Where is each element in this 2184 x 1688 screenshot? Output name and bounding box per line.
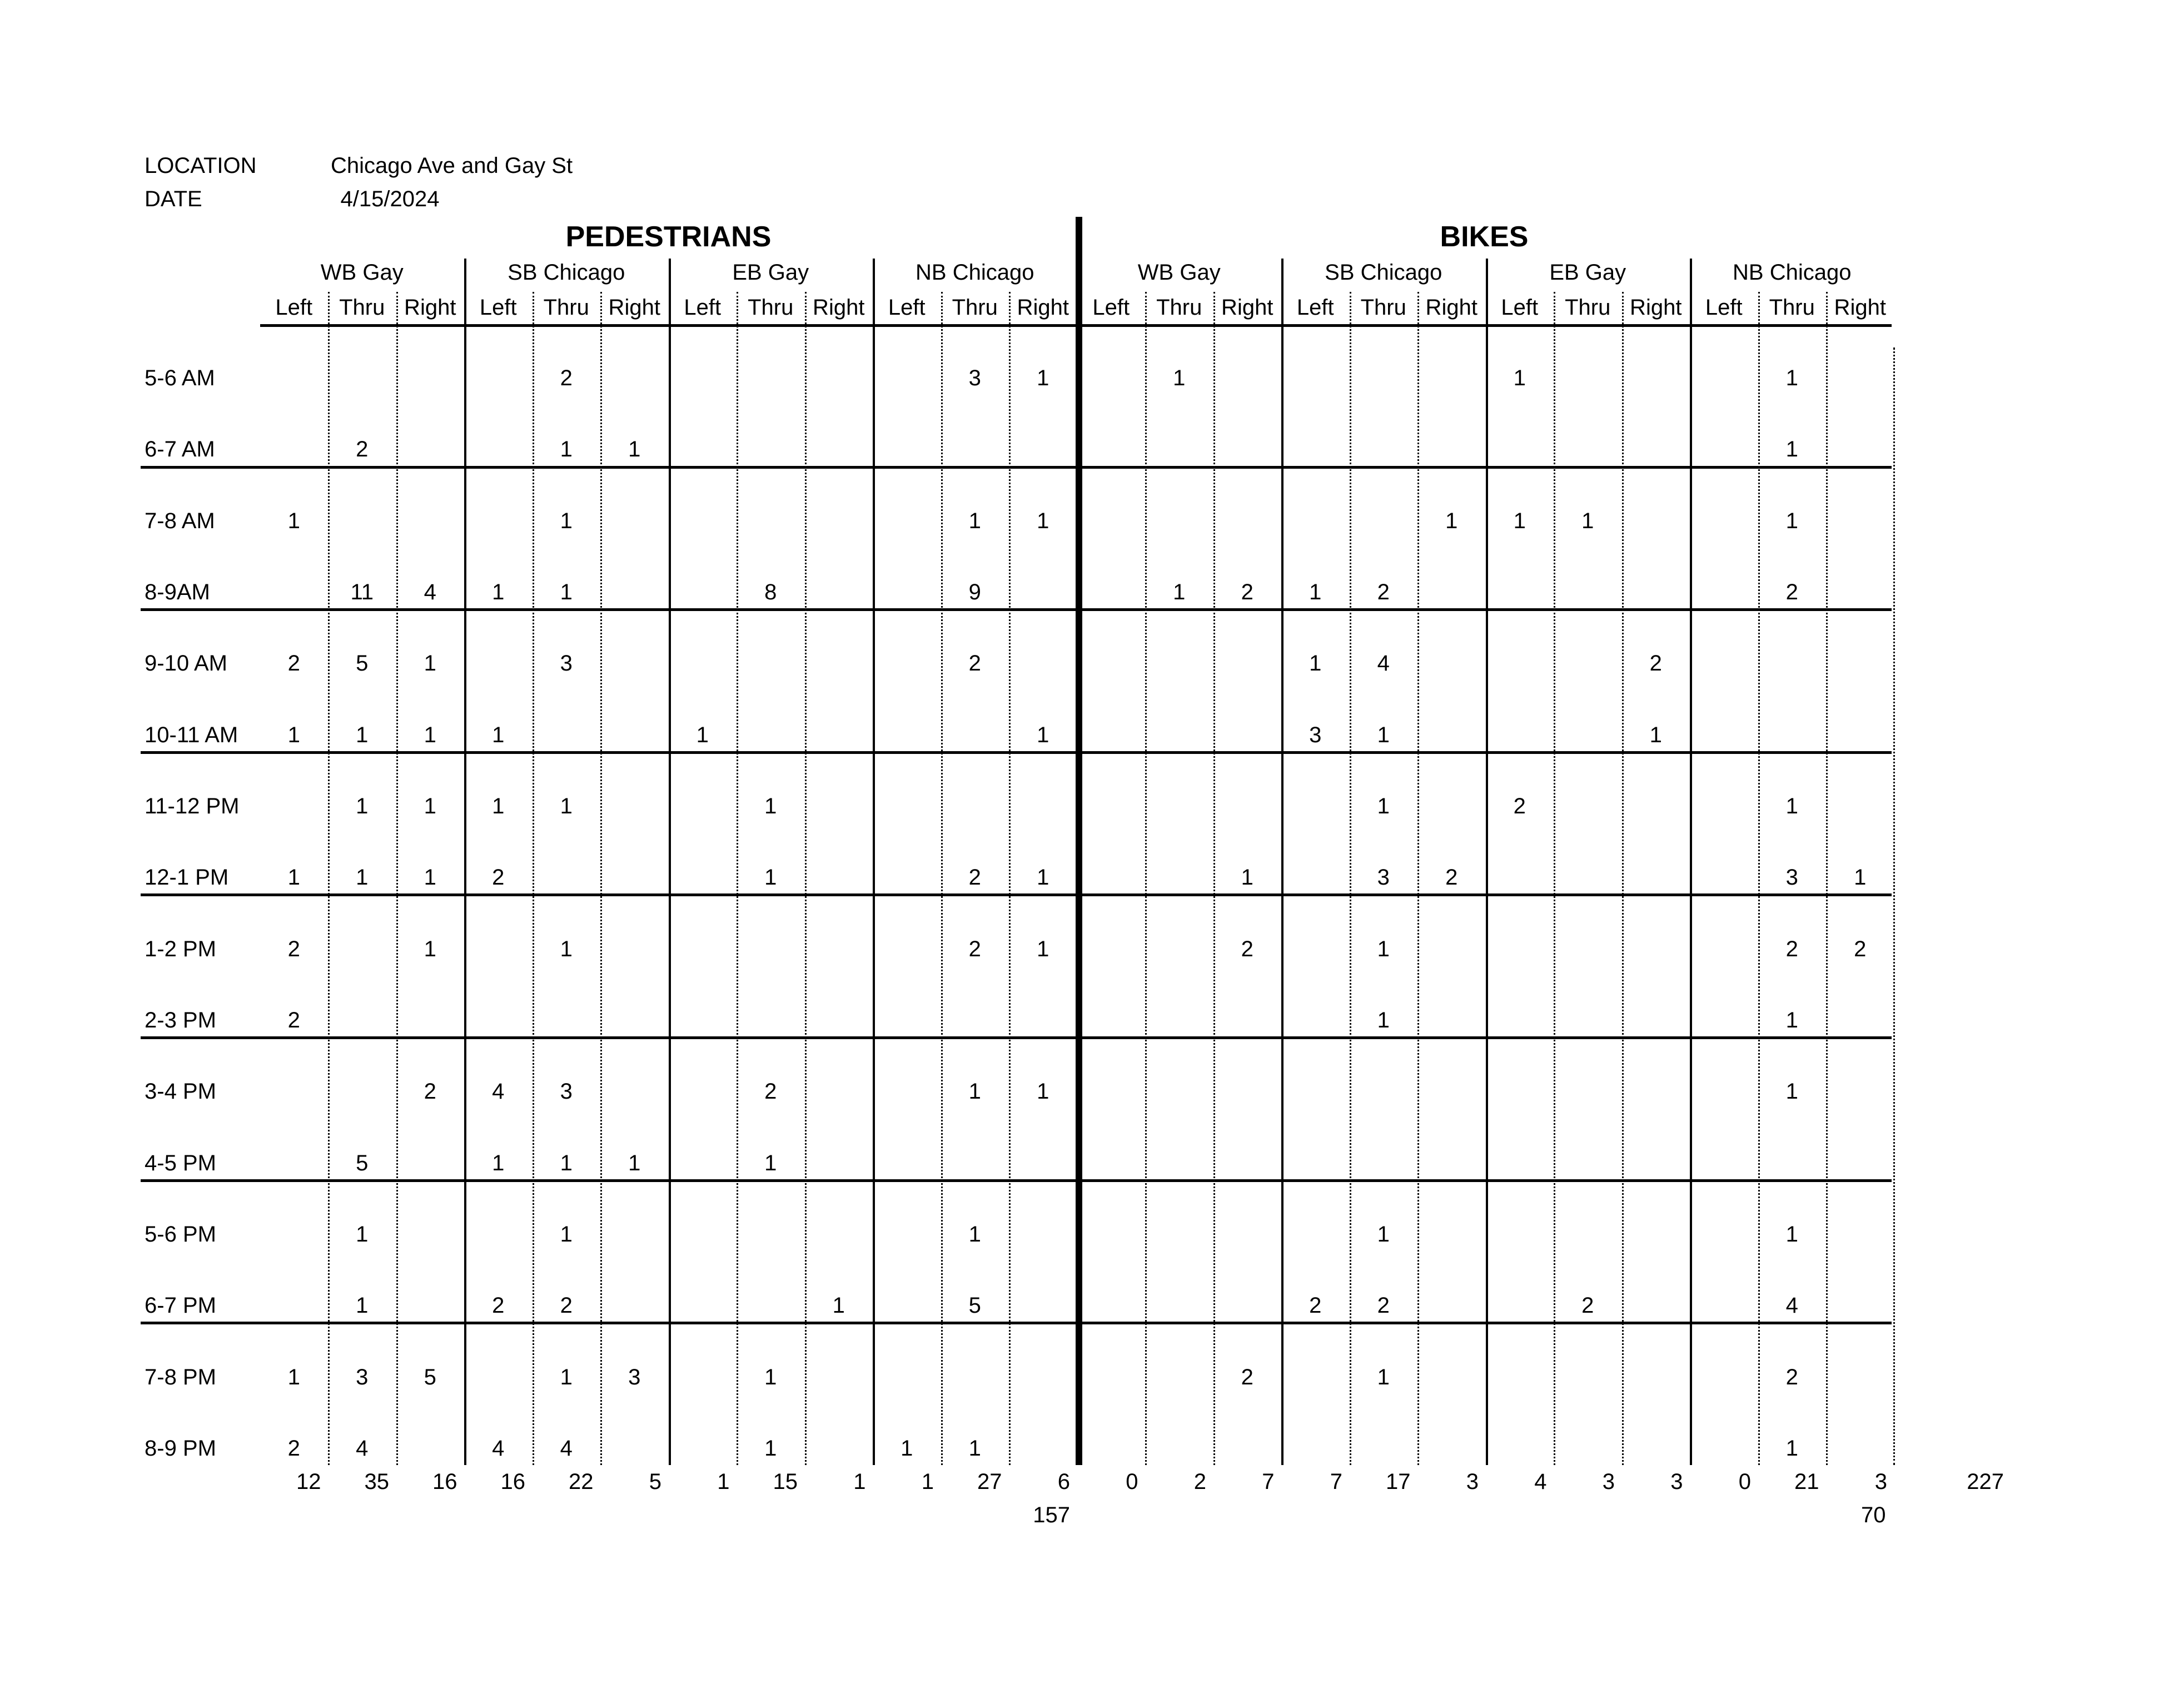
approach-header: WB Gay xyxy=(1137,260,1221,285)
count-cell: 2 xyxy=(287,936,300,961)
column-divider xyxy=(328,292,330,1465)
column-total: 0 xyxy=(1126,1469,1138,1494)
count-cell: 1 xyxy=(424,865,436,890)
count-cell: 1 xyxy=(1037,366,1049,390)
count-cell: 1 xyxy=(1037,508,1049,533)
approach-header: NB Chicago xyxy=(916,260,1034,285)
count-cell: 2 xyxy=(1377,579,1390,604)
count-cell: 2 xyxy=(764,1079,777,1104)
count-cell: 1 xyxy=(968,1222,981,1247)
time-label: 5-6 AM xyxy=(145,366,215,390)
group-divider xyxy=(1690,259,1692,1465)
count-cell: 1 xyxy=(1785,437,1798,462)
count-cell: 2 xyxy=(1785,579,1798,604)
count-cell: 1 xyxy=(492,579,505,604)
count-cell: 1 xyxy=(1785,793,1798,818)
count-cell: 1 xyxy=(287,722,300,747)
count-cell: 4 xyxy=(424,579,436,604)
count-cell: 5 xyxy=(356,1150,369,1175)
group-divider xyxy=(873,259,875,1465)
count-cell: 3 xyxy=(628,1364,641,1389)
count-cell: 1 xyxy=(628,437,641,462)
approach-header: WB Gay xyxy=(320,260,404,285)
column-total: 12 xyxy=(296,1469,321,1494)
column-divider xyxy=(1213,292,1215,1465)
column-divider xyxy=(1758,292,1760,1465)
count-cell: 2 xyxy=(492,1293,505,1318)
count-cell: 1 xyxy=(424,722,436,747)
count-cell: 1 xyxy=(1037,936,1049,961)
count-cell: 1 xyxy=(696,722,709,747)
column-divider xyxy=(1145,292,1147,1465)
count-cell: 2 xyxy=(424,1079,436,1104)
column-total: 27 xyxy=(977,1469,1002,1494)
count-cell: 1 xyxy=(968,508,981,533)
movement-header: Left xyxy=(1296,295,1334,320)
count-cell: 1 xyxy=(560,1364,573,1389)
count-cell: 2 xyxy=(1785,1364,1798,1389)
count-cell: 2 xyxy=(560,1293,573,1318)
movement-header: Right xyxy=(404,295,456,320)
column-divider xyxy=(805,292,807,1465)
count-cell: 2 xyxy=(560,366,573,390)
count-cell: 4 xyxy=(560,1436,573,1461)
column-total: 3 xyxy=(1602,1469,1615,1494)
time-label: 8-9 PM xyxy=(145,1436,216,1461)
count-cell: 1 xyxy=(764,793,777,818)
count-cell: 3 xyxy=(1309,722,1322,747)
count-cell: 2 xyxy=(356,437,369,462)
bike-total: 70 xyxy=(1861,1503,1886,1527)
count-cell: 2 xyxy=(1241,1364,1253,1389)
movement-header: Left xyxy=(479,295,517,320)
movement-header: Right xyxy=(1425,295,1477,320)
count-cell: 1 xyxy=(1581,508,1594,533)
count-cell: 1 xyxy=(1377,1222,1390,1247)
count-cell: 1 xyxy=(1377,793,1390,818)
count-cell: 1 xyxy=(968,1079,981,1104)
group-divider xyxy=(464,259,466,1465)
count-cell: 4 xyxy=(1785,1293,1798,1318)
column-total: 1 xyxy=(717,1469,730,1494)
column-divider xyxy=(1554,292,1555,1465)
column-total: 4 xyxy=(1534,1469,1547,1494)
movement-header: Thru xyxy=(1360,295,1406,320)
count-cell: 1 xyxy=(560,1150,573,1175)
count-cell: 1 xyxy=(287,508,300,533)
count-cell: 1 xyxy=(1445,508,1458,533)
section-title-bikes: BIKES xyxy=(1440,221,1529,253)
row-pair-divider xyxy=(141,466,1892,469)
count-cell: 1 xyxy=(1377,1007,1390,1032)
movement-header: Thru xyxy=(952,295,998,320)
count-cell: 1 xyxy=(764,1436,777,1461)
movement-header: Thru xyxy=(339,295,385,320)
count-cell: 2 xyxy=(1513,793,1526,818)
count-cell: 2 xyxy=(1854,936,1867,961)
time-label: 7-8 AM xyxy=(145,508,215,533)
row-pair-divider xyxy=(141,893,1892,896)
column-divider xyxy=(533,292,534,1465)
count-cell: 1 xyxy=(1785,1222,1798,1247)
count-cell: 1 xyxy=(764,1150,777,1175)
date-label: DATE xyxy=(145,186,202,211)
column-total: 0 xyxy=(1738,1469,1751,1494)
column-divider xyxy=(1622,292,1624,1465)
count-cell: 1 xyxy=(1173,366,1186,390)
row-pair-divider xyxy=(141,1179,1892,1182)
group-divider xyxy=(1486,259,1488,1465)
count-cell: 1 xyxy=(1173,579,1186,604)
column-total: 3 xyxy=(1874,1469,1887,1494)
count-cell: 1 xyxy=(356,1222,369,1247)
count-cell: 5 xyxy=(424,1364,436,1389)
count-cell: 1 xyxy=(1854,865,1867,890)
time-label: 5-6 PM xyxy=(145,1222,216,1247)
time-label: 8-9AM xyxy=(145,579,210,604)
column-divider xyxy=(1893,347,1895,1465)
count-cell: 1 xyxy=(287,865,300,890)
count-cell: 1 xyxy=(560,1222,573,1247)
count-cell: 1 xyxy=(1785,1079,1798,1104)
count-cell: 2 xyxy=(1377,1293,1390,1318)
count-cell: 1 xyxy=(287,1364,300,1389)
count-cell: 2 xyxy=(1445,865,1458,890)
count-cell: 1 xyxy=(764,1364,777,1389)
count-cell: 2 xyxy=(287,1007,300,1032)
column-divider xyxy=(1826,292,1828,1465)
count-cell: 2 xyxy=(1309,1293,1322,1318)
time-label: 4-5 PM xyxy=(145,1150,216,1175)
count-cell: 11 xyxy=(350,579,374,604)
count-cell: 1 xyxy=(424,651,436,676)
movement-header: Left xyxy=(888,295,926,320)
movement-header: Right xyxy=(1017,295,1069,320)
row-pair-divider xyxy=(141,1036,1892,1039)
count-cell: 1 xyxy=(1377,1364,1390,1389)
column-total: 6 xyxy=(1057,1469,1070,1494)
column-total: 21 xyxy=(1794,1469,1819,1494)
approach-header: EB Gay xyxy=(732,260,809,285)
count-cell: 1 xyxy=(356,722,369,747)
count-cell: 1 xyxy=(1785,366,1798,390)
count-cell: 2 xyxy=(1581,1293,1594,1318)
column-total: 2 xyxy=(1193,1469,1206,1494)
date-value: 4/15/2024 xyxy=(340,186,440,211)
section-title-pedestrians: PEDESTRIANS xyxy=(565,221,772,253)
column-total: 22 xyxy=(569,1469,594,1494)
column-total: 17 xyxy=(1386,1469,1411,1494)
movement-header: Left xyxy=(684,295,722,320)
count-cell: 1 xyxy=(424,793,436,818)
count-cell: 2 xyxy=(492,865,505,890)
count-cell: 4 xyxy=(1377,651,1390,676)
count-cell: 1 xyxy=(356,1293,369,1318)
column-total: 15 xyxy=(773,1469,798,1494)
column-total: 16 xyxy=(500,1469,525,1494)
column-total: 16 xyxy=(432,1469,457,1494)
column-total: 3 xyxy=(1670,1469,1683,1494)
movement-header: Thru xyxy=(748,295,794,320)
movement-header: Right xyxy=(608,295,660,320)
count-cell: 4 xyxy=(492,1079,505,1104)
column-divider xyxy=(1009,292,1011,1465)
count-cell: 1 xyxy=(560,579,573,604)
time-label: 2-3 PM xyxy=(145,1007,216,1032)
count-cell: 1 xyxy=(628,1150,641,1175)
count-cell: 2 xyxy=(1241,579,1253,604)
count-cell: 1 xyxy=(1513,508,1526,533)
count-cell: 8 xyxy=(764,579,777,604)
group-divider xyxy=(1281,259,1283,1465)
count-cell: 3 xyxy=(356,1364,369,1389)
time-label: 9-10 AM xyxy=(145,651,227,676)
count-cell: 1 xyxy=(832,1293,845,1318)
count-cell: 2 xyxy=(968,865,981,890)
group-divider xyxy=(669,259,671,1465)
movement-header: Right xyxy=(1630,295,1682,320)
row-pair-divider xyxy=(141,1322,1892,1324)
column-total: 35 xyxy=(364,1469,389,1494)
count-cell: 1 xyxy=(492,793,505,818)
count-cell: 1 xyxy=(901,1436,913,1461)
count-cell: 2 xyxy=(1785,936,1798,961)
count-cell: 2 xyxy=(968,651,981,676)
column-total: 3 xyxy=(1466,1469,1479,1494)
time-label: 11-12 PM xyxy=(145,793,240,818)
count-cell: 1 xyxy=(560,793,573,818)
count-cell: 1 xyxy=(1309,651,1322,676)
count-cell: 2 xyxy=(1241,936,1253,961)
count-cell: 3 xyxy=(560,1079,573,1104)
count-cell: 2 xyxy=(1649,651,1662,676)
count-cell: 3 xyxy=(560,651,573,676)
count-cell: 1 xyxy=(1649,722,1662,747)
column-total: 1 xyxy=(853,1469,866,1494)
count-cell: 2 xyxy=(287,651,300,676)
column-total: 7 xyxy=(1262,1469,1275,1494)
column-divider xyxy=(600,292,602,1465)
count-cell: 1 xyxy=(492,722,505,747)
count-cell: 1 xyxy=(1037,722,1049,747)
count-cell: 1 xyxy=(1309,579,1322,604)
time-label: 7-8 PM xyxy=(145,1364,216,1389)
count-cell: 4 xyxy=(492,1436,505,1461)
column-divider xyxy=(1417,292,1419,1465)
movement-header: Thru xyxy=(1565,295,1611,320)
count-cell: 3 xyxy=(968,366,981,390)
column-total: 7 xyxy=(1330,1469,1342,1494)
grand-total: 227 xyxy=(1967,1469,2004,1494)
approach-header: EB Gay xyxy=(1549,260,1626,285)
time-label: 1-2 PM xyxy=(145,936,216,961)
count-cell: 1 xyxy=(356,793,369,818)
count-cell: 1 xyxy=(1785,1007,1798,1032)
movement-header: Thru xyxy=(543,295,589,320)
section-divider xyxy=(1076,217,1082,1465)
movement-header: Left xyxy=(1705,295,1743,320)
count-cell: 1 xyxy=(424,936,436,961)
count-cell: 9 xyxy=(968,579,981,604)
count-cell: 1 xyxy=(1241,865,1253,890)
row-pair-divider xyxy=(141,751,1892,754)
time-label: 6-7 PM xyxy=(145,1293,216,1318)
count-cell: 3 xyxy=(1377,865,1390,890)
count-cell: 1 xyxy=(560,437,573,462)
column-total: 5 xyxy=(649,1469,661,1494)
movement-header: Right xyxy=(1834,295,1886,320)
count-cell: 1 xyxy=(1037,865,1049,890)
movement-header: Right xyxy=(1221,295,1273,320)
pedestrian-total: 157 xyxy=(1033,1503,1070,1527)
location-label: LOCATION xyxy=(145,153,257,178)
approach-header: NB Chicago xyxy=(1733,260,1852,285)
count-cell: 1 xyxy=(560,936,573,961)
count-cell: 1 xyxy=(492,1150,505,1175)
count-cell: 1 xyxy=(764,865,777,890)
column-total: 1 xyxy=(921,1469,934,1494)
column-divider xyxy=(941,292,943,1465)
row-pair-divider xyxy=(141,608,1892,611)
movement-header: Left xyxy=(1092,295,1130,320)
time-label: 3-4 PM xyxy=(145,1079,216,1104)
column-divider xyxy=(1350,292,1351,1465)
count-cell: 5 xyxy=(968,1293,981,1318)
count-cell: 1 xyxy=(1785,1436,1798,1461)
count-cell: 2 xyxy=(287,1436,300,1461)
movement-header: Left xyxy=(1501,295,1539,320)
count-cell: 4 xyxy=(356,1436,369,1461)
column-divider xyxy=(737,292,738,1465)
location-value: Chicago Ave and Gay St xyxy=(331,153,573,178)
count-cell: 2 xyxy=(968,936,981,961)
count-cell: 1 xyxy=(1377,936,1390,961)
time-label: 10-11 AM xyxy=(145,722,238,747)
count-cell: 1 xyxy=(968,1436,981,1461)
count-cell: 1 xyxy=(1785,508,1798,533)
movement-header: Thru xyxy=(1156,295,1202,320)
column-divider xyxy=(396,292,398,1465)
count-cell: 1 xyxy=(1377,722,1390,747)
count-cell: 1 xyxy=(1513,366,1526,390)
movement-header: Thru xyxy=(1769,295,1815,320)
time-label: 6-7 AM xyxy=(145,437,215,462)
time-label: 12-1 PM xyxy=(145,865,229,890)
count-cell: 3 xyxy=(1785,865,1798,890)
movement-header: Right xyxy=(813,295,865,320)
approach-header: SB Chicago xyxy=(508,260,625,285)
approach-header: SB Chicago xyxy=(1325,260,1442,285)
count-cell: 5 xyxy=(356,651,369,676)
count-cell: 1 xyxy=(1037,1079,1049,1104)
count-cell: 1 xyxy=(356,865,369,890)
count-cell: 1 xyxy=(560,508,573,533)
movement-header: Left xyxy=(275,295,313,320)
